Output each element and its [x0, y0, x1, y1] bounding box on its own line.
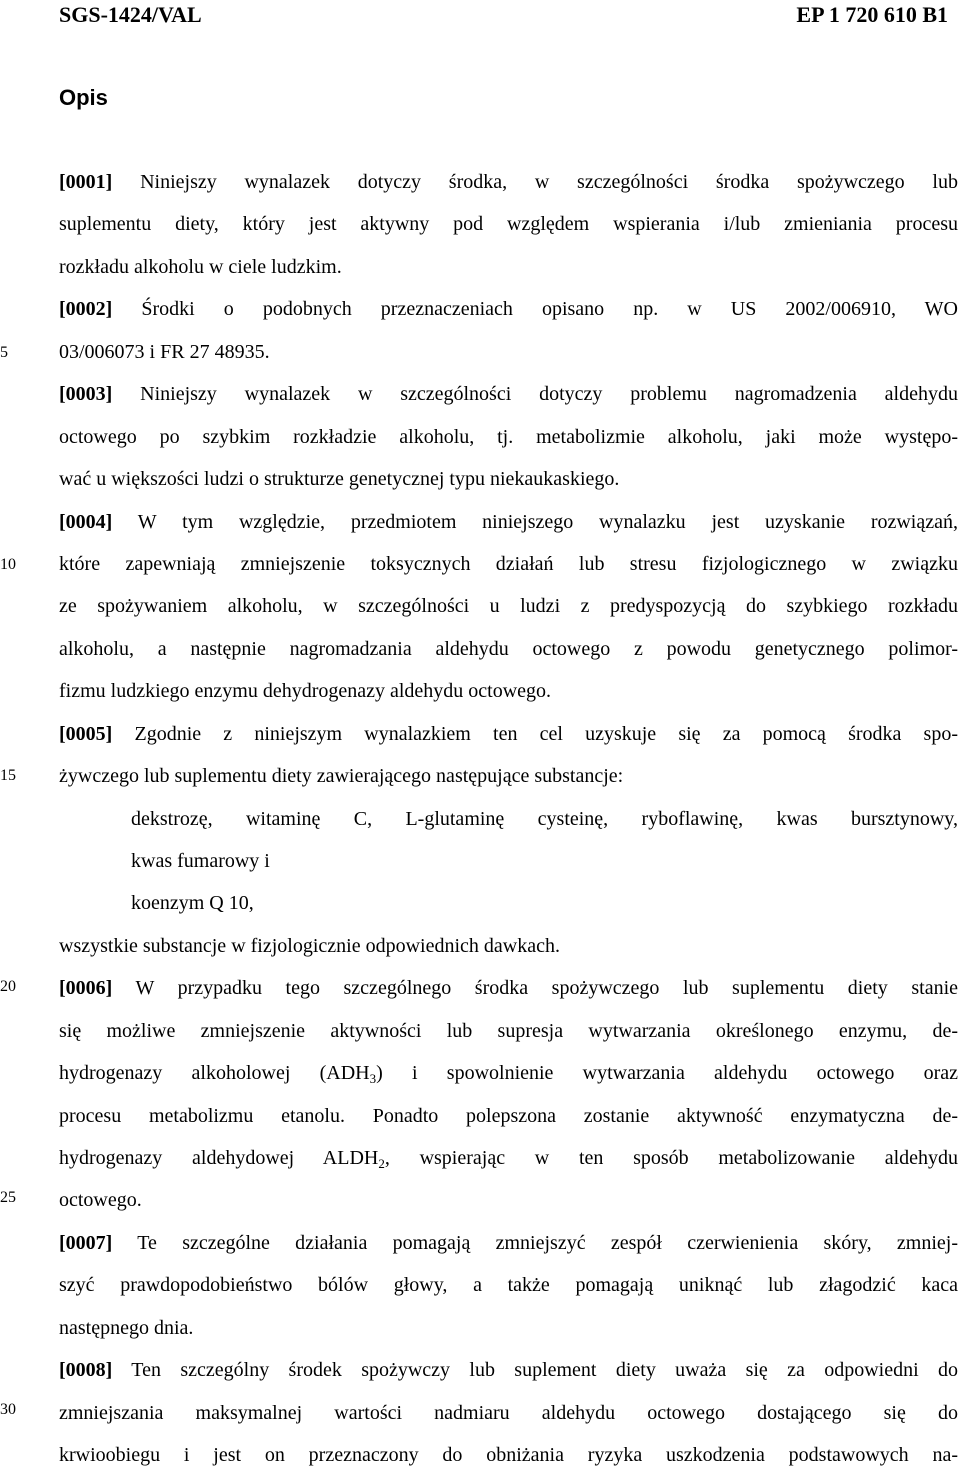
- line-text: W przypadku tego szczególnego środka spożywczego lub suplementu diety stanie: [112, 977, 958, 999]
- text-line: procesu metabolizmu etanolu. Ponadto polepszona zostanie aktywność enzymatyczna de-: [59, 1105, 958, 1127]
- substance-list-item: dekstrozę, witaminę C, L-glutaminę cysteinę, ryboflawinę, kwas bursztynowy,: [131, 808, 958, 830]
- paragraph-number: [0006]: [59, 977, 113, 999]
- text-line: [59, 1060, 958, 1086]
- text-line: 03/006073 i FR 27 48935.: [59, 341, 270, 363]
- text-line: alkoholu, a następnie nagromadzania aldehydu octowego z powodu genetycznego polimor-: [59, 638, 958, 660]
- line-text: W tym względzie, przedmiotem niniejszego wynalazku jest uzyskanie rozwiązań,: [112, 511, 958, 533]
- subscript: 2: [378, 1156, 385, 1171]
- paragraph-number: [0005]: [59, 723, 113, 745]
- text-line: fizmu ludzkiego enzymu dehydrogenazy aldehydu octowego.: [59, 680, 552, 702]
- text-line: żywczego lub suplementu diety zawierającego następujące substancje:: [59, 765, 624, 787]
- margin-line-number: 15: [0, 767, 16, 784]
- text-line: [59, 1357, 958, 1383]
- text-line: które zapewniają zmniejszenie toksycznych działań lub stresu fizjologicznego w związku: [59, 553, 958, 575]
- substance-list-item: kwas fumarowy i: [131, 850, 270, 872]
- text-line: szyć prawdopodobieństwo bólów głowy, a także pomagają uniknąć lub złagodzić kaca: [59, 1274, 958, 1296]
- text-line: [59, 169, 958, 195]
- line-text: ) i spowolnienie wytwarzania aldehydu octowego oraz: [376, 1062, 958, 1084]
- text-line: wszystkie substancje w fizjologicznie odpowiednich dawkach.: [59, 935, 560, 957]
- line-text: , wspierając w ten sposób metabolizowanie aldehydu: [384, 1147, 959, 1169]
- line-text: hydrogenazy aldehydowej ALDH: [59, 1147, 379, 1169]
- document-reference: SGS-1424/VAL: [59, 2, 202, 27]
- line-text: Niniejszy wynalazek w szczególności dotyczy problemu nagromadzenia aldehydu: [112, 383, 958, 405]
- text-line: [59, 1230, 958, 1256]
- margin-line-number: 20: [0, 978, 16, 995]
- margin-line-number: 30: [0, 1401, 16, 1418]
- text-line: zmniejszania maksymalnej wartości nadmiaru aldehydu octowego dostającego się do: [59, 1402, 958, 1424]
- text-line: octowego po szybkim rozkładzie alkoholu, tj. metabolizmie alkoholu, jaki może występo-: [59, 426, 958, 448]
- text-line: [59, 975, 958, 1001]
- text-line: [59, 381, 958, 407]
- text-line: rozkładu alkoholu w ciele ludzkim.: [59, 256, 342, 278]
- paragraph-number: [0001]: [59, 171, 113, 193]
- paragraph-number: [0003]: [59, 383, 113, 405]
- substance-list-item: koenzym Q 10,: [131, 892, 254, 914]
- text-line: wać u większości ludzi o strukturze genetycznej typu niekaukaskiego.: [59, 468, 620, 490]
- margin-line-number: 10: [0, 556, 16, 573]
- paragraph-number: [0002]: [59, 298, 113, 320]
- patent-number: EP 1 720 610 B1: [796, 2, 948, 27]
- paragraph-number: [0008]: [59, 1359, 113, 1381]
- paragraph-number: [0007]: [59, 1232, 113, 1254]
- section-title: Opis: [59, 85, 108, 110]
- subscript: 3: [369, 1071, 377, 1086]
- text-line: następnego dnia.: [59, 1317, 194, 1339]
- text-line: suplementu diety, który jest aktywny pod względem wspierania i/lub zmieniania procesu: [59, 213, 958, 235]
- line-text: Niniejszy wynalazek dotyczy środka, w szczególności środka spożywczego lub: [112, 171, 958, 193]
- margin-line-number: 25: [0, 1189, 16, 1206]
- paragraph-number: [0004]: [59, 511, 113, 533]
- line-text: Ten szczególny środek spożywczy lub suplement diety uważa się za odpowiedni do: [112, 1359, 958, 1381]
- line-text: Środki o podobnych przeznaczeniach opisano np. w US 2002/006910, WO: [112, 298, 958, 320]
- text-line: ze spożywaniem alkoholu, w szczególności u ludzi z predyspozycją do szybkiego rozkładu: [59, 595, 958, 617]
- line-text: Zgodnie z niniejszym wynalazkiem ten cel uzyskuje się za pomocą środka spo-: [112, 723, 958, 745]
- text-line: [59, 509, 958, 535]
- text-line: [59, 296, 958, 322]
- text-line: [59, 1145, 958, 1171]
- line-text: hydrogenazy alkoholowej (ADH: [59, 1062, 370, 1084]
- text-line: [59, 721, 958, 747]
- line-text: Te szczególne działania pomagają zmniejszyć zespół czerwienienia skóry, zmniej-: [112, 1232, 958, 1254]
- margin-line-number: 5: [0, 344, 8, 361]
- text-line: się możliwe zmniejszenie aktywności lub supresja wytwarzania określonego enzymu, de-: [59, 1020, 958, 1042]
- text-line: octowego.: [59, 1189, 142, 1211]
- text-line: krwioobiegu i jest on przeznaczony do obniżania ryzyka uszkodzenia podstawowych na-: [59, 1444, 958, 1466]
